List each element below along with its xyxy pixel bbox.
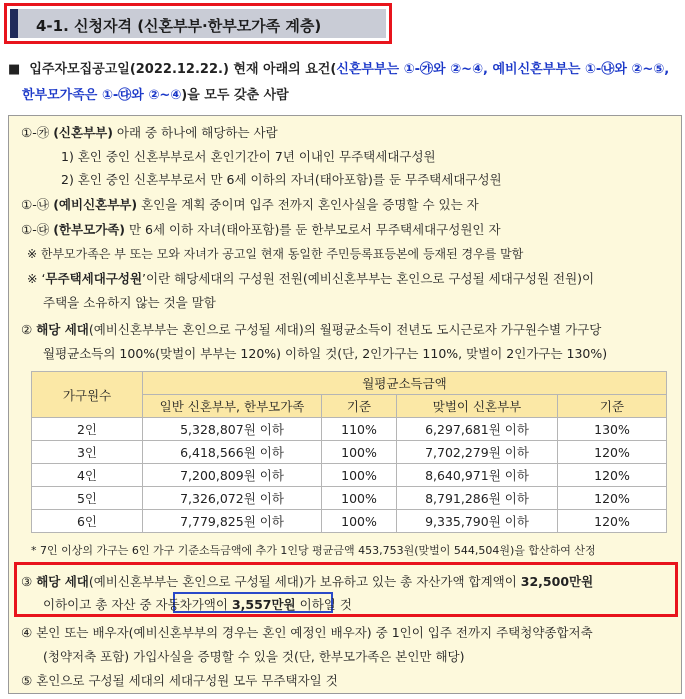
item-1a-sub1: 1) 혼인 중인 신혼부부로서 혼인기간이 7년 이내인 무주택세대구성원 bbox=[61, 149, 436, 164]
item-text: 혼인을 계획 중이며 입주 전까지 혼인사실을 증명할 수 있는 자 bbox=[137, 197, 479, 212]
requirements-panel bbox=[8, 115, 682, 694]
th-income: 월평균소득금액 bbox=[143, 372, 667, 395]
item-text: 아래 중 하나에 해당하는 사람 bbox=[112, 125, 278, 140]
cell-std2: 120% bbox=[558, 441, 667, 464]
intro-blue-1: 신혼부부는 ①-㉮와 ②~④, 예비신혼부부는 ①-㉯와 ②~⑤, bbox=[336, 62, 670, 77]
cell-household: 6인 bbox=[32, 510, 143, 533]
item-2 bbox=[21, 320, 601, 338]
item-3 bbox=[21, 572, 593, 590]
cell-household: 3인 bbox=[32, 441, 143, 464]
cell-dual: 8,640,971원 이하 bbox=[397, 464, 558, 487]
item-text: 이하일 것 bbox=[295, 597, 352, 612]
intro-blue-2: 한부모가족은 ①-㉰와 ②~④ bbox=[22, 88, 182, 103]
item-label: 해당 세대 bbox=[36, 322, 89, 337]
cell-std1: 100% bbox=[322, 510, 397, 533]
table-row bbox=[32, 441, 667, 464]
asset-amount: 32,500만원 bbox=[520, 574, 594, 589]
intro-bullet: ■ bbox=[8, 62, 21, 77]
item-4 bbox=[21, 623, 593, 641]
th-std2: 기준 bbox=[558, 395, 667, 418]
intro-paragraph bbox=[8, 57, 680, 109]
table-header-row bbox=[32, 372, 667, 395]
item-number: ④ bbox=[21, 625, 33, 640]
th-std1: 기준 bbox=[322, 395, 397, 418]
cell-std2: 120% bbox=[558, 510, 667, 533]
note-homeless bbox=[27, 269, 594, 287]
item-number: ③ bbox=[21, 574, 33, 589]
note-prefix: ※ ‘ bbox=[27, 271, 46, 286]
section-title-highlight bbox=[4, 3, 392, 44]
car-amount: 3,557만원 bbox=[231, 597, 296, 612]
cell-std2: 120% bbox=[558, 487, 667, 510]
item-label: (한부모가족) bbox=[53, 222, 126, 237]
item-text: (예비신혼부부는 혼인으로 구성될 세대)의 월평균소득이 전년도 도시근로자 가구원수별 가구당 bbox=[88, 322, 602, 337]
item-5 bbox=[21, 671, 338, 689]
car-label: 자동차가액이 bbox=[155, 597, 232, 612]
note-term: 무주택세대구성원 bbox=[45, 271, 143, 286]
item-number: ①-㉯ bbox=[21, 197, 50, 212]
cell-std2: 120% bbox=[558, 464, 667, 487]
table-row bbox=[32, 418, 667, 441]
income-table bbox=[31, 371, 667, 533]
th-dual: 맞벌이 신혼부부 bbox=[397, 395, 558, 418]
intro-text-2: )을 모두 갖춘 사람 bbox=[181, 88, 289, 103]
note-text: ’이란 해당세대의 구성원 전원(예비신혼부부는 혼인으로 구성될 세대구성원 전원)이 bbox=[142, 271, 595, 286]
section-title-bar bbox=[10, 9, 386, 38]
cell-general: 7,326,072원 이하 bbox=[143, 487, 322, 510]
item-1a-sub2: 2) 혼인 중인 신혼부부로서 만 6세 이하의 자녀(태아포함)를 둔 무주택세대구성원 bbox=[61, 172, 502, 187]
intro-text-1: 입주자모집공고일(2022.12.22.) 현재 아래의 요건( bbox=[29, 62, 337, 77]
cell-dual: 7,702,279원 이하 bbox=[397, 441, 558, 464]
section-title: 4-1. 신청자격 (신혼부부·한부모가족 계층) bbox=[36, 17, 322, 35]
item-number: ①-㉰ bbox=[21, 222, 50, 237]
note-homeless-cont: 주택을 소유하지 않는 것을 말함 bbox=[43, 295, 216, 310]
item-text: 이하이고 총 자산 중 bbox=[43, 597, 156, 612]
th-general: 일반 신혼부부, 한부모가족 bbox=[143, 395, 322, 418]
cell-std1: 100% bbox=[322, 464, 397, 487]
table-row bbox=[32, 510, 667, 533]
item-1a bbox=[21, 123, 278, 141]
table-row bbox=[32, 464, 667, 487]
table-row bbox=[32, 487, 667, 510]
cell-std1: 100% bbox=[322, 487, 397, 510]
item-text: 혼인으로 구성될 세대의 세대구성원 모두 무주택자일 것 bbox=[36, 673, 338, 688]
item-3-cont bbox=[43, 595, 352, 613]
item-number: ①-㉮ bbox=[21, 125, 50, 140]
cell-std2: 130% bbox=[558, 418, 667, 441]
item-label: (신혼부부) bbox=[53, 125, 113, 140]
cell-general: 7,200,809원 이하 bbox=[143, 464, 322, 487]
title-accent-bar bbox=[10, 9, 18, 38]
item-4-cont: (청약저축 포함) 가입사실을 증명할 수 있을 것(단, 한부모가족은 본인만 해당) bbox=[43, 649, 465, 664]
item-label: 해당 세대 bbox=[36, 574, 89, 589]
cell-std1: 100% bbox=[322, 441, 397, 464]
item-2-cont: 월평균소득의 100%(맞벌이 부부는 120%) 이하일 것(단, 2인가구는 110%, 맞벌이 2인가구는 130%) bbox=[43, 346, 608, 361]
table-footnote: * 7인 이상의 가구는 6인 가구 기준소득금액에 추가 1인당 평균금액 453,753원(맞벌이 544,504원)을 합산하여 산정 bbox=[31, 544, 596, 557]
cell-dual: 6,297,681원 이하 bbox=[397, 418, 558, 441]
cell-std1: 110% bbox=[322, 418, 397, 441]
cell-general: 7,779,825원 이하 bbox=[143, 510, 322, 533]
th-household: 가구원수 bbox=[32, 372, 143, 418]
item-1b bbox=[21, 195, 479, 213]
item-text: (예비신혼부부는 혼인으로 구성될 세대)가 보유하고 있는 총 자산가액 합계액이 bbox=[88, 574, 521, 589]
item-number: ② bbox=[21, 322, 33, 337]
cell-household: 5인 bbox=[32, 487, 143, 510]
note-single-parent: ※ 한부모가족은 부 또는 모와 자녀가 공고일 현재 동일한 주민등록표등본에 등재된 경우를 말함 bbox=[27, 247, 524, 261]
item-label: (예비신혼부부) bbox=[53, 197, 138, 212]
cell-dual: 8,791,286원 이하 bbox=[397, 487, 558, 510]
cell-household: 4인 bbox=[32, 464, 143, 487]
cell-general: 6,418,566원 이하 bbox=[143, 441, 322, 464]
cell-general: 5,328,807원 이하 bbox=[143, 418, 322, 441]
item-text: 만 6세 이하 자녀(태아포함)를 둔 한부모로서 무주택세대구성원인 자 bbox=[125, 222, 501, 237]
cell-household: 2인 bbox=[32, 418, 143, 441]
item-number: ⑤ bbox=[21, 673, 33, 688]
item-1c bbox=[21, 220, 501, 238]
cell-dual: 9,335,790원 이하 bbox=[397, 510, 558, 533]
item-text: 본인 또는 배우자(예비신혼부부의 경우는 혼인 예정인 배우자) 중 1인이 입주 전까지 주택청약종합저축 bbox=[36, 625, 593, 640]
